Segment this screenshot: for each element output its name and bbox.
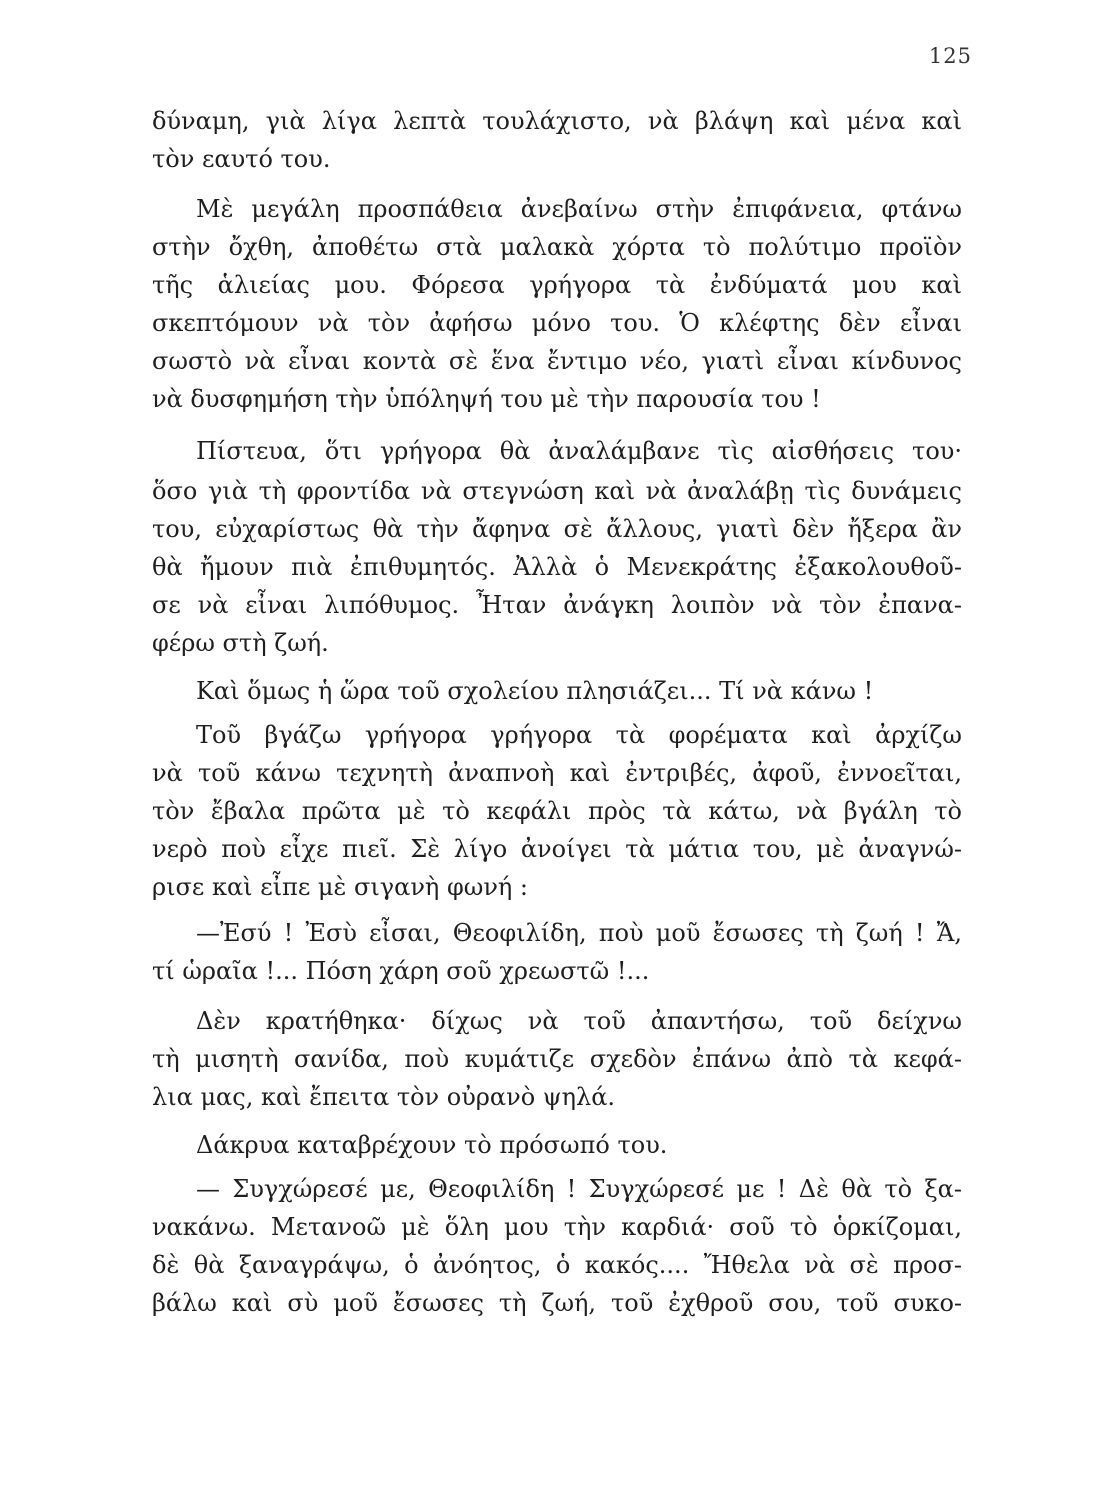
text-line: τὴ μισητὴ σανίδα, ποὺ κυμάτιζε σχεδὸν ἐπάνω ἀπὸ τὰ κεφά- [152, 1045, 962, 1073]
text-line: τὸν ἔβαλα πρῶτα μὲ τὸ κεφάλι πρὸς τὰ κάτω, νὰ βγάλη τὸ [152, 797, 962, 825]
text-line: νακάνω. Μετανοῶ μὲ ὅλη μου τὴν καρδιά· σοῦ τὸ ὁρκίζομαι, [152, 1213, 962, 1241]
page-number: 125 [928, 44, 972, 68]
text-line: δύναμη, γιὰ λίγα λεπτὰ τουλάχιστο, νὰ βλάψη καὶ μένα καὶ [152, 107, 962, 135]
text-line: σε νὰ εἶναι λιπόθυμος. Ἦταν ἀνάγκη λοιπὸν νὰ τὸν ἐπανα- [152, 591, 962, 619]
text-line: νὰ δυσφημήση τὴν ὑπόληψή του μὲ τὴν παρουσία του ! [152, 385, 821, 413]
text-line: τῆς ἁλιείας μου. Φόρεσα γρήγορα τὰ ἐνδύματά μου καὶ [152, 271, 962, 299]
text-line: δὲ θὰ ξαναγράψω, ὁ ἀνόητος, ὁ κακός.... Ἤθελα νὰ σὲ προσ- [152, 1251, 962, 1279]
text-line: ὅσο γιὰ τὴ φροντίδα νὰ στεγνώση καὶ νὰ ἀναλάβῃ τὶς δυνάμεις [152, 477, 962, 505]
text-line: — Συγχώρεσέ με, Θεοφιλίδη ! Συγχώρεσέ με ! Δὲ θὰ τὸ ξα- [196, 1175, 962, 1203]
text-line: νὰ τοῦ κάνω τεχνητὴ ἀναπνοὴ καὶ ἐντριβές, ἀφοῦ, ἐννοεῖται, [152, 759, 962, 787]
text-line: στὴν ὄχθη, ἀποθέτω στὰ μαλακὰ χόρτα τὸ πολύτιμο προϊὸν [152, 233, 962, 261]
text-line: του, εὐχαρίστως θὰ τὴν ἄφηνα σὲ ἄλλους, γιατὶ δὲν ἤξερα ἂν [152, 515, 962, 543]
text-line: θὰ ἤμουν πιὰ ἐπιθυμητός. Ἀλλὰ ὁ Μενεκράτης ἐξακολουθοῦ- [152, 553, 962, 581]
text-line: Πίστευα, ὅτι γρήγορα θὰ ἀναλάμβανε τὶς αἰσθήσεις του· [196, 437, 962, 465]
text-line: τὸν εαυτό του. [152, 145, 331, 173]
text-line: ρισε καὶ εἶπε μὲ σιγανὴ φωνή : [152, 873, 528, 901]
text-line: νερὸ ποὺ εἶχε πιεῖ. Σὲ λίγο ἀνοίγει τὰ μάτια του, μὲ ἀναγνώ- [152, 835, 962, 863]
text-line: Δάκρυα καταβρέχουν τὸ πρόσωπό του. [196, 1131, 668, 1159]
text-line: σκεπτόμουν νὰ τὸν ἀφήσω μόνο του. Ὁ κλέφτης δὲν εἶναι [152, 309, 962, 337]
text-line: Τοῦ βγάζω γρήγορα γρήγορα τὰ φορέματα καὶ ἀρχίζω [196, 721, 962, 749]
text-line: Καὶ ὅμως ἡ ὥρα τοῦ σχολείου πλησιάζει... Τί νὰ κάνω ! [196, 677, 874, 705]
text-line: βάλω καὶ σὺ μοῦ ἔσωσες τὴ ζωή, τοῦ ἐχθροῦ σου, τοῦ συκο- [152, 1289, 962, 1317]
text-line: τί ὡραῖα !... Πόση χάρη σοῦ χρεωστῶ !... [152, 957, 650, 985]
text-line: λια μας, καὶ ἔπειτα τὸν οὐρανὸ ψηλά. [152, 1083, 616, 1111]
text-line: —Ἐσύ ! Ἐσὺ εἶσαι, Θεοφιλίδη, ποὺ μοῦ ἔσωσες τὴ ζωή ! Ἄ, [196, 919, 962, 947]
text-line: Μὲ μεγάλη προσπάθεια ἀνεβαίνω στὴν ἐπιφάνεια, φτάνω [196, 195, 962, 223]
text-line: φέρω στὴ ζωή. [152, 629, 329, 657]
text-line: Δὲν κρατήθηκα· δίχως νὰ τοῦ ἀπαντήσω, τοῦ δείχνω [196, 1007, 962, 1035]
text-line: σωστὸ νὰ εἶναι κοντὰ σὲ ἕνα ἔντιμο νέο, γιατὶ εἶναι κίνδυνος [152, 347, 962, 375]
